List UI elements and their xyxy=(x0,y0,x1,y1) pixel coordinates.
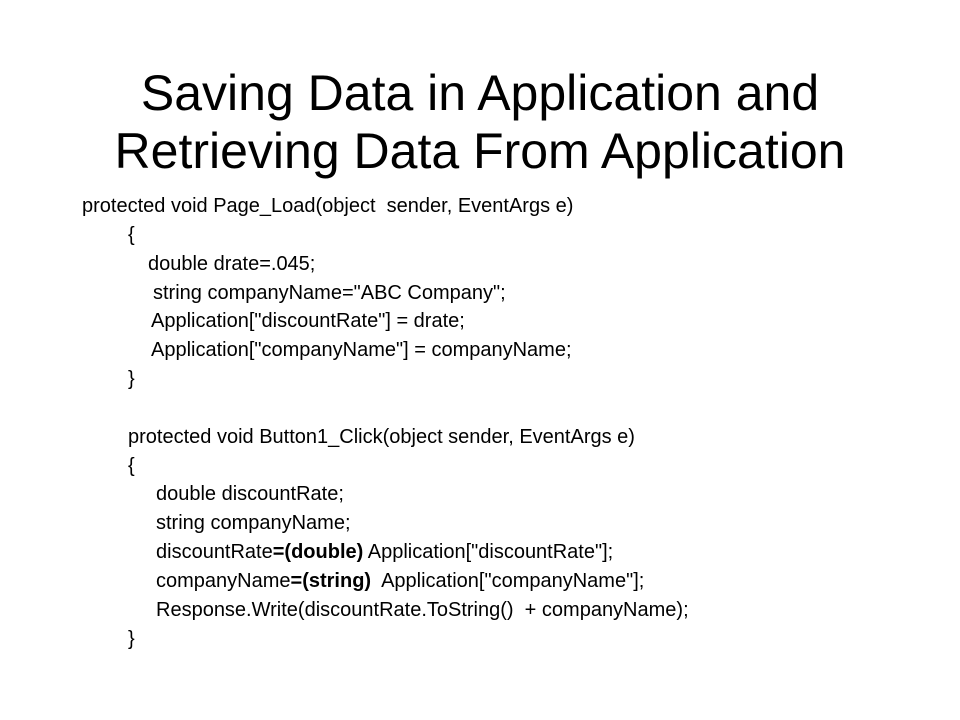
page-load-line-1: double drate=.045; xyxy=(148,253,316,275)
page-load-line-2: string companyName="ABC Company"; xyxy=(153,282,506,304)
button-click-line-4 xyxy=(156,569,644,593)
button-click-open-brace: { xyxy=(128,455,135,477)
page-load-line-4: Application["companyName"] = companyName; xyxy=(151,339,572,361)
button-click-line-3 xyxy=(156,540,613,564)
line-3-double-cast: =(double) xyxy=(272,541,364,563)
slide-title-line-2: Retrieving Data From Application xyxy=(114,122,846,179)
slide-title-line-1: Saving Data in Application and xyxy=(140,64,820,121)
page-load-close-brace: } xyxy=(128,368,135,390)
button-click-line-2: string companyName; xyxy=(156,512,351,534)
button-click-line-5: Response.Write(discountRate.ToString() + companyName); xyxy=(156,599,689,621)
page-load-line-3: Application["discountRate"] = drate; xyxy=(151,310,465,332)
line-3-variable: discountRate xyxy=(156,541,273,563)
button-click-signature: protected void Button1_Click(object sender, EventArgs e) xyxy=(128,426,635,448)
line-3-application-read: Application["discountRate"]; xyxy=(363,541,614,563)
page-load-signature: protected void Page_Load(object sender, EventArgs e) xyxy=(82,195,574,217)
page-load-open-brace: { xyxy=(128,224,135,246)
button-click-line-1: double discountRate; xyxy=(156,483,344,505)
line-4-application-read: Application["companyName"]; xyxy=(371,570,645,592)
button-click-close-brace: } xyxy=(128,628,135,650)
line-4-variable: companyName xyxy=(156,570,291,592)
line-4-string-cast: =(string) xyxy=(290,570,372,592)
